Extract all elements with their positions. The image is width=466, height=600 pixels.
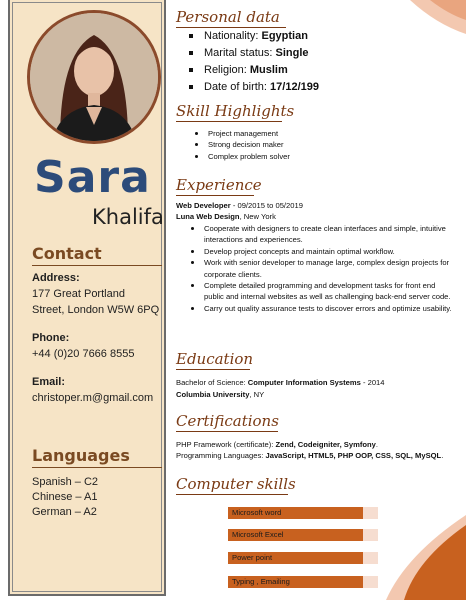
skill-bar-label: Microsoft Excel	[232, 530, 284, 539]
skill-bar	[228, 576, 378, 588]
certification-line: Programming Languages: JavaScript, HTML5, PHP OOP, CSS, SQL, MySQL.	[176, 451, 444, 460]
email-value[interactable]: christoper.m@gmail.com	[32, 392, 154, 404]
experience-heading: Experience	[176, 176, 262, 194]
personal-data-list	[186, 28, 319, 96]
phone-value: +44 (0)20 7666 8555	[32, 348, 135, 360]
duty-item: Cooperate with designers to create clean interfaces and simple, intuitive interactions and experiences.	[186, 223, 452, 246]
profile-photo	[27, 10, 161, 144]
job-title-line	[176, 200, 303, 211]
degree-line: Bachelor of Science: Computer Information Systems - 2014	[176, 378, 385, 387]
skill-highlight-item: Strong decision maker	[190, 139, 290, 150]
company-line	[176, 211, 276, 222]
education-underline	[176, 369, 250, 370]
sidebar	[8, 0, 166, 596]
skill-bar-label: Power point	[232, 553, 273, 562]
skill-bar-label: Microsoft word	[232, 508, 282, 517]
personal-item: Religion: Muslim	[186, 62, 319, 79]
skill-bar	[228, 552, 378, 564]
email-label: Email:	[32, 376, 66, 388]
language-item: Chinese – A1	[32, 491, 98, 503]
duty-item: Develop project concepts and maintain optimal workflow.	[186, 246, 452, 257]
skill-highlight-item: Project management	[190, 128, 290, 139]
language-item: Spanish – C2	[32, 476, 99, 488]
last-name: Khalifa	[92, 205, 164, 229]
bottom-corner-decoration	[376, 515, 466, 600]
contact-divider	[32, 265, 162, 266]
skill-bar	[228, 529, 378, 541]
skill-highlight-item: Complex problem solver	[190, 151, 290, 162]
personal-item: Date of birth: 17/12/199	[186, 79, 319, 96]
skill-bar	[228, 507, 378, 519]
company-location: , New York	[239, 212, 276, 221]
job-title: Web Developer	[176, 201, 231, 210]
languages-heading: Languages	[32, 446, 130, 465]
duty-item: Complete detailed programming and development tasks for front end public and internal websites as well as challenging back-end server code.	[186, 280, 452, 303]
phone-label: Phone:	[32, 332, 70, 344]
personal-item: Marital status: Single	[186, 45, 319, 62]
duty-item: Carry out quality assurance tests to discover errors and optimize usability.	[186, 303, 452, 314]
school-line: Columbia University, NY	[176, 390, 265, 399]
certifications-underline	[176, 431, 278, 432]
address-line2: Street, London W5W 6PQ	[32, 304, 160, 316]
skill-highlights-underline	[176, 121, 282, 122]
top-corner-decoration	[396, 0, 466, 40]
personal-data-heading: Personal data	[176, 8, 280, 26]
certifications-heading: Certifications	[176, 412, 279, 430]
languages-divider	[32, 467, 162, 468]
skill-bar-label: Typing , Emailing	[232, 577, 290, 586]
skill-highlights-list	[190, 128, 290, 162]
address-label: Address:	[32, 272, 80, 284]
personal-item: Nationality: Egyptian	[186, 28, 319, 45]
computer-skills-heading: Computer skills	[176, 475, 296, 493]
contact-heading: Contact	[32, 244, 102, 263]
language-item: German – A2	[32, 506, 97, 518]
certification-line: PHP Framework (certificate): Zend, Codeigniter, Symfony.	[176, 440, 378, 449]
duty-item: Work with senior developer to manage large, complex design projects for corporate clients.	[186, 257, 452, 280]
company-name: Luna Web Design	[176, 212, 240, 221]
job-dates: - 09/2015 to 05/2019	[230, 201, 303, 210]
skill-highlights-heading: Skill Highlights	[176, 102, 295, 120]
education-heading: Education	[176, 350, 254, 368]
first-name: Sara	[34, 152, 151, 203]
experience-underline	[176, 195, 254, 196]
computer-skills-underline	[176, 494, 288, 495]
experience-duties	[186, 223, 452, 314]
address-line1: 177 Great Portland	[32, 288, 125, 300]
